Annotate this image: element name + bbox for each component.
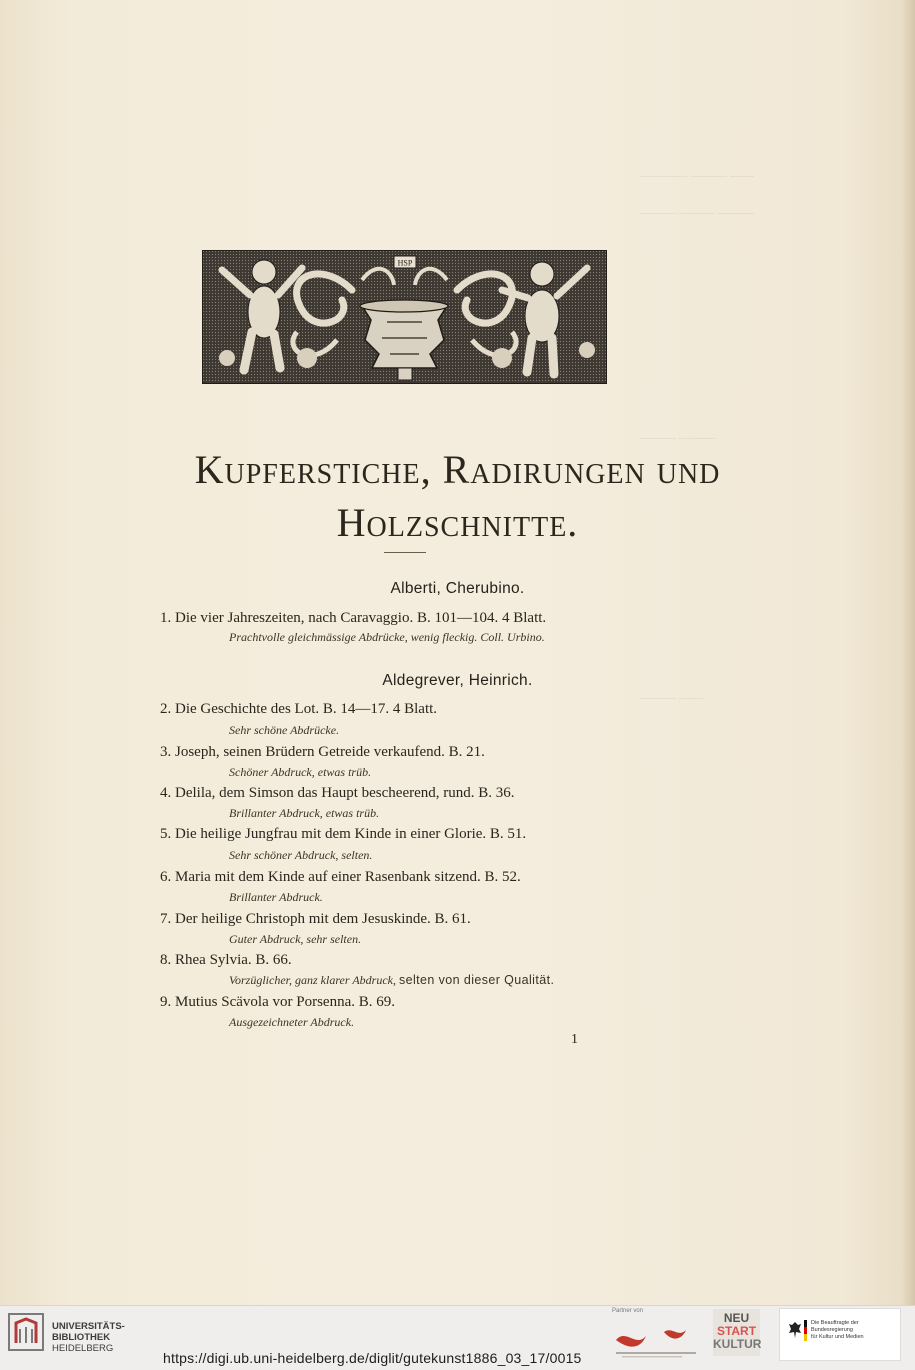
- monogram-text: HSP: [397, 258, 413, 268]
- entry-note: Sehr schöne Abdrücke.: [229, 723, 340, 737]
- entry-note: Ausgezeichneter Abdruck.: [229, 1015, 355, 1029]
- library-line1: UNIVERSITÄTS-: [52, 1321, 125, 1332]
- library-line2: BIBLIOTHEK: [52, 1332, 111, 1343]
- catalog-entry: 8. Rhea Sylvia. B. 66.: [160, 952, 292, 968]
- catalog-entry: 4. Delila, dem Simson das Haupt bescheerend, rund. B. 36.: [160, 785, 515, 801]
- federal-eagle-icon: [788, 1321, 802, 1339]
- section-heading: Alberti, Cherubino.: [390, 580, 525, 597]
- bkm-line1: Die Beauftragte der Bundesregierung: [811, 1320, 859, 1333]
- neustart-line1: NEU: [723, 1311, 750, 1325]
- entry-note: [229, 973, 554, 988]
- catalog-entry: 2. Die Geschichte des Lot. B. 14—17. 4 Blatt.: [160, 701, 438, 717]
- show-through-text: ———— ——— ——: [640, 168, 754, 182]
- catalog-entry: 9. Mutius Scävola vor Porsenna. B. 69.: [160, 994, 395, 1010]
- page-number: 1: [571, 1032, 578, 1047]
- german-flag-stripe-icon: [804, 1320, 807, 1341]
- entry-note-italic: Vorzüglicher, ganz klarer Abdruck,: [229, 973, 396, 987]
- page-edge-shadow: [901, 0, 915, 1305]
- entry-note-emphasis: selten von dieser Qualität.: [399, 973, 555, 987]
- catalog-entry: 6. Maria mit dem Kinde auf einer Rasenbank sitzend. B. 52.: [160, 869, 521, 885]
- entry-note: Brillanter Abdruck, etwas trüb.: [229, 806, 380, 820]
- university-library-name[interactable]: [52, 1321, 125, 1354]
- catalog-entry: 5. Die heilige Jungfrau mit dem Kinde in einer Glorie. B. 51.: [160, 826, 527, 842]
- bkm-line2: für Kultur und Medien: [811, 1334, 864, 1340]
- show-through-text: ——— ———: [640, 430, 715, 444]
- neustart-line3: KULTUR: [713, 1337, 762, 1351]
- entry-note: Schöner Abdruck, etwas trüb.: [229, 765, 372, 779]
- catalog-entry: 7. Der heilige Christoph mit dem Jesuskinde. B. 61.: [160, 911, 471, 927]
- neustart-line2: START: [716, 1324, 757, 1338]
- title-divider: [384, 552, 426, 553]
- ornament-engraving-icon: [202, 250, 607, 384]
- entry-note: Guter Abdruck, sehr selten.: [229, 932, 362, 946]
- bkm-text: [811, 1320, 900, 1341]
- show-through-text: ——— ——— ———: [640, 205, 754, 219]
- neustart-kultur-logo[interactable]: [713, 1309, 760, 1356]
- partner-label: Partner von: [612, 1308, 644, 1314]
- bkm-logo[interactable]: [779, 1308, 901, 1361]
- ddb-logo-icon[interactable]: [612, 1318, 707, 1360]
- university-library-logo-icon[interactable]: [8, 1313, 44, 1351]
- show-through-text: ——— ——: [640, 690, 703, 704]
- entry-note: Prachtvolle gleichmässige Abdrücke, wenig fleckig. Coll. Urbino.: [229, 630, 545, 644]
- section-heading: Aldegrever, Heinrich.: [382, 672, 533, 689]
- page-title-line2: Holzschnitte.: [336, 500, 579, 545]
- entry-note: Sehr schöner Abdruck, selten.: [229, 848, 373, 862]
- entry-note: Brillanter Abdruck.: [229, 890, 323, 904]
- catalog-entry: 1. Die vier Jahreszeiten, nach Caravaggio. B. 101—104. 4 Blatt.: [160, 610, 547, 626]
- page-title-line1: Kupferstiche, Radirungen und: [194, 447, 721, 492]
- catalog-entry: 3. Joseph, seinen Brüdern Getreide verkaufend. B. 21.: [160, 744, 485, 760]
- library-line3: HEIDELBERG: [52, 1343, 114, 1354]
- permalink-url[interactable]: https://digi.ub.uni-heidelberg.de/diglit/gutekunst1886_03_17/0015: [163, 1350, 582, 1366]
